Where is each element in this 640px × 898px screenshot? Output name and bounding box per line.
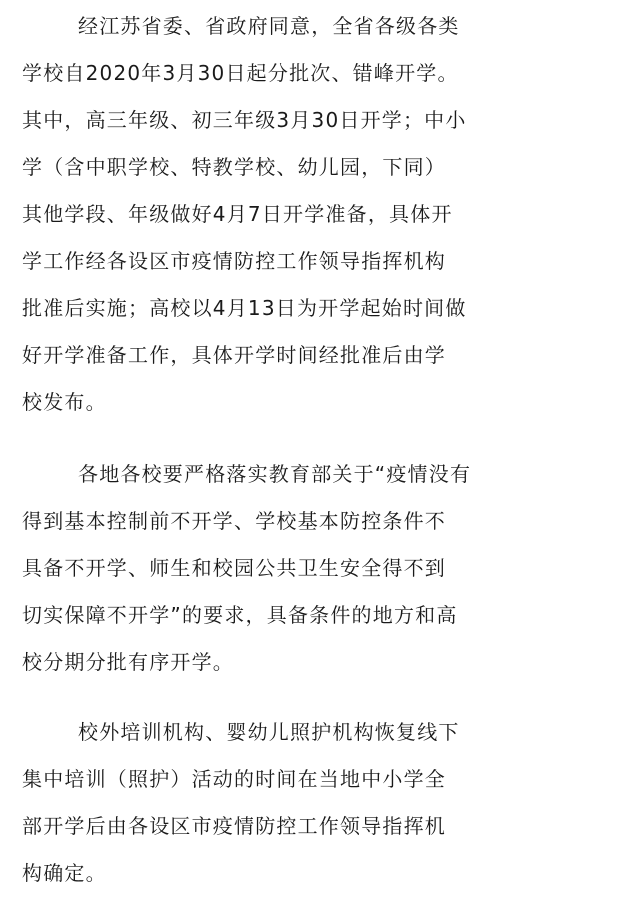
paragraph-line: 学工作经各设区市疫情防控工作领导指挥机构 bbox=[22, 249, 446, 273]
paragraph-line: 校外培训机构、婴幼儿照护机构恢复线下 bbox=[78, 720, 460, 744]
paragraph-line: 校分期分批有序开学。 bbox=[22, 650, 234, 674]
paragraph-line: 学（含中职学校、特教学校、幼儿园，下同） bbox=[22, 155, 446, 179]
paragraph-line: 校发布。 bbox=[22, 390, 107, 414]
paragraph-line: 好开学准备工作，具体开学时间经批准后由学 bbox=[22, 343, 446, 367]
paragraph-line: 学校自2020年3月30日起分批次、错峰开学。 bbox=[22, 61, 459, 85]
paragraph-line: 批准后实施；高校以4月13日为开学起始时间做 bbox=[22, 296, 467, 320]
paragraph-line: 各地各校要严格落实教育部关于“疫情没有 bbox=[78, 462, 472, 486]
paragraph-line: 集中培训（照护）活动的时间在当地中小学全 bbox=[22, 767, 446, 791]
paragraph-line: 经江苏省委、省政府同意，全省各级各类 bbox=[78, 14, 460, 38]
paragraph-line: 其中，高三年级、初三年级3月30日开学；中小 bbox=[22, 108, 467, 132]
paragraph-line: 得到基本控制前不开学、学校基本防控条件不 bbox=[22, 509, 446, 533]
paragraph-line: 具备不开学、师生和校园公共卫生安全得不到 bbox=[22, 556, 446, 580]
paragraph-line: 构确定。 bbox=[22, 861, 107, 885]
paragraph-line: 切实保障不开学”的要求，具备条件的地方和高 bbox=[22, 603, 458, 627]
paragraph-line: 其他学段、年级做好4月7日开学准备，具体开 bbox=[22, 202, 453, 226]
paragraph-line: 部开学后由各设区市疫情防控工作领导指挥机 bbox=[22, 814, 446, 838]
